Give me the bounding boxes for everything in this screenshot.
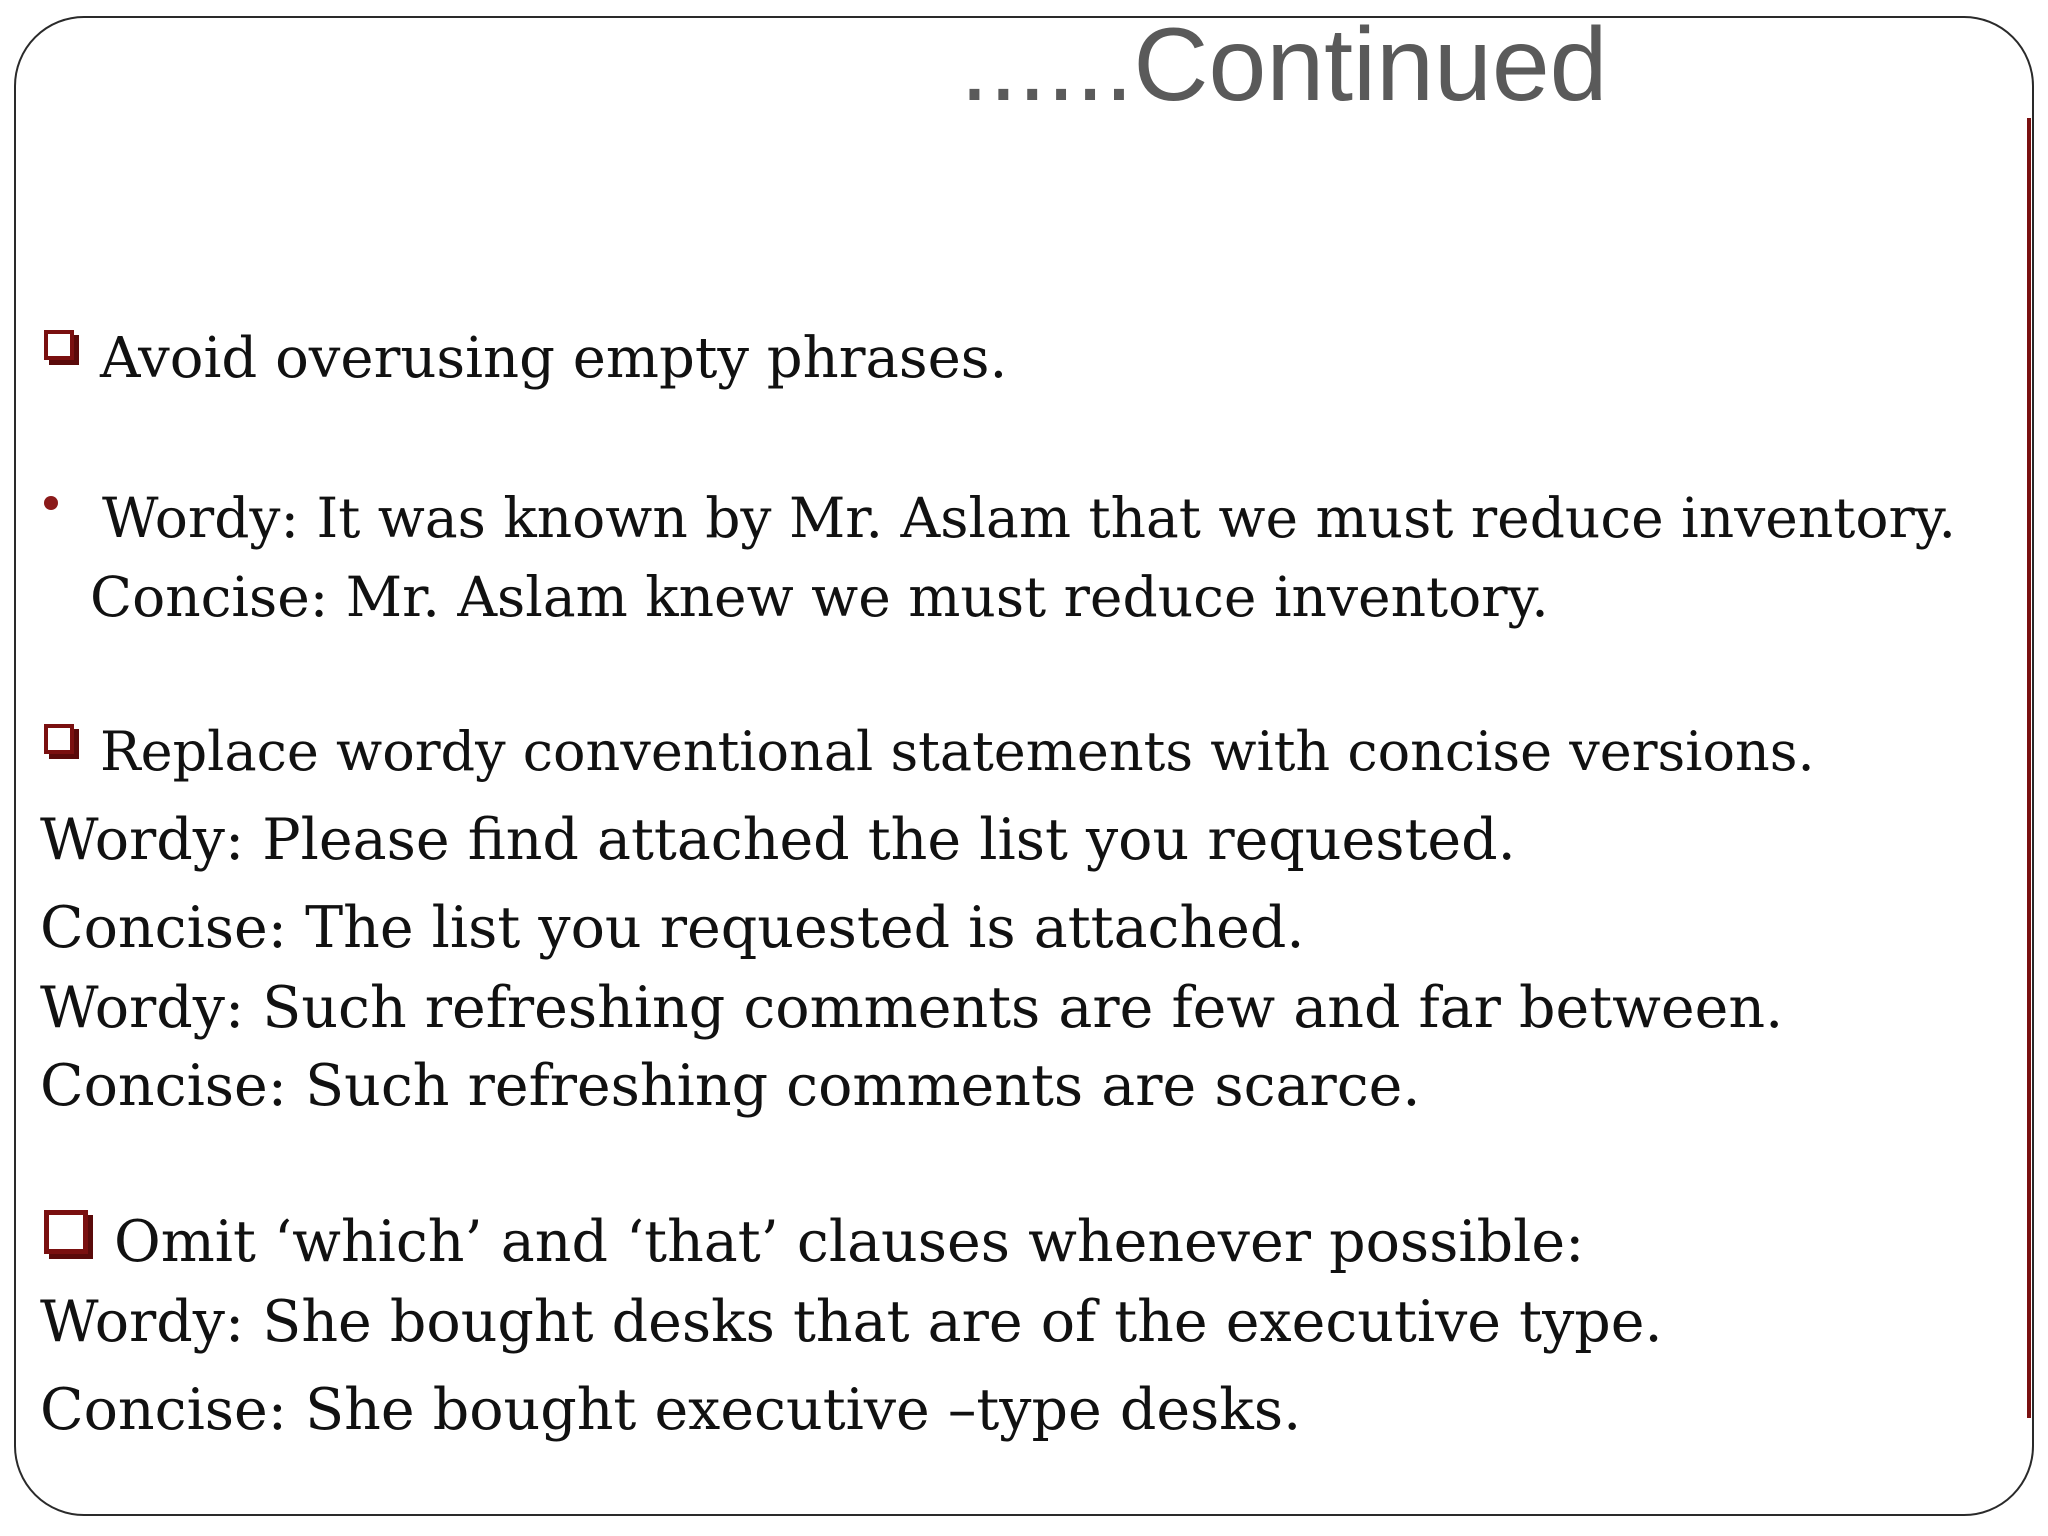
example-wordy-2: Wordy: Please find attached the list you requested. <box>40 807 1516 873</box>
example-wordy-3: Wordy: Such refreshing comments are few and far between. <box>40 975 1784 1041</box>
example-concise-4: Concise: She bought executive –type desks. <box>40 1377 1302 1443</box>
example-concise-1: Concise: Mr. Aslam knew we must reduce inventory. <box>90 565 1549 629</box>
accent-bar <box>2027 118 2031 1418</box>
dot-bullet-icon <box>44 496 58 510</box>
example-concise-3: Concise: Such refreshing comments are scarce. <box>40 1053 1421 1119</box>
section-heading-omit-which-that: Omit ‘which’ and ‘that’ clauses whenever possible: <box>114 1209 1585 1275</box>
slide-title: ......Continued <box>960 7 1608 123</box>
example-wordy-1: Wordy: It was known by Mr. Aslam that we must reduce inventory. <box>102 486 1956 550</box>
checkbox-bullet-icon <box>44 1210 88 1254</box>
example-concise-2: Concise: The list you requested is attached. <box>40 895 1305 961</box>
checkbox-bullet-icon <box>44 724 74 754</box>
section-heading-replace-conventional-statements: Replace wordy conventional statements with concise versions. <box>100 720 1815 783</box>
checkbox-bullet-icon <box>44 330 74 360</box>
example-wordy-4: Wordy: She bought desks that are of the executive type. <box>40 1289 1663 1355</box>
section-heading-avoid-empty-phrases: Avoid overusing empty phrases. <box>100 326 1008 391</box>
